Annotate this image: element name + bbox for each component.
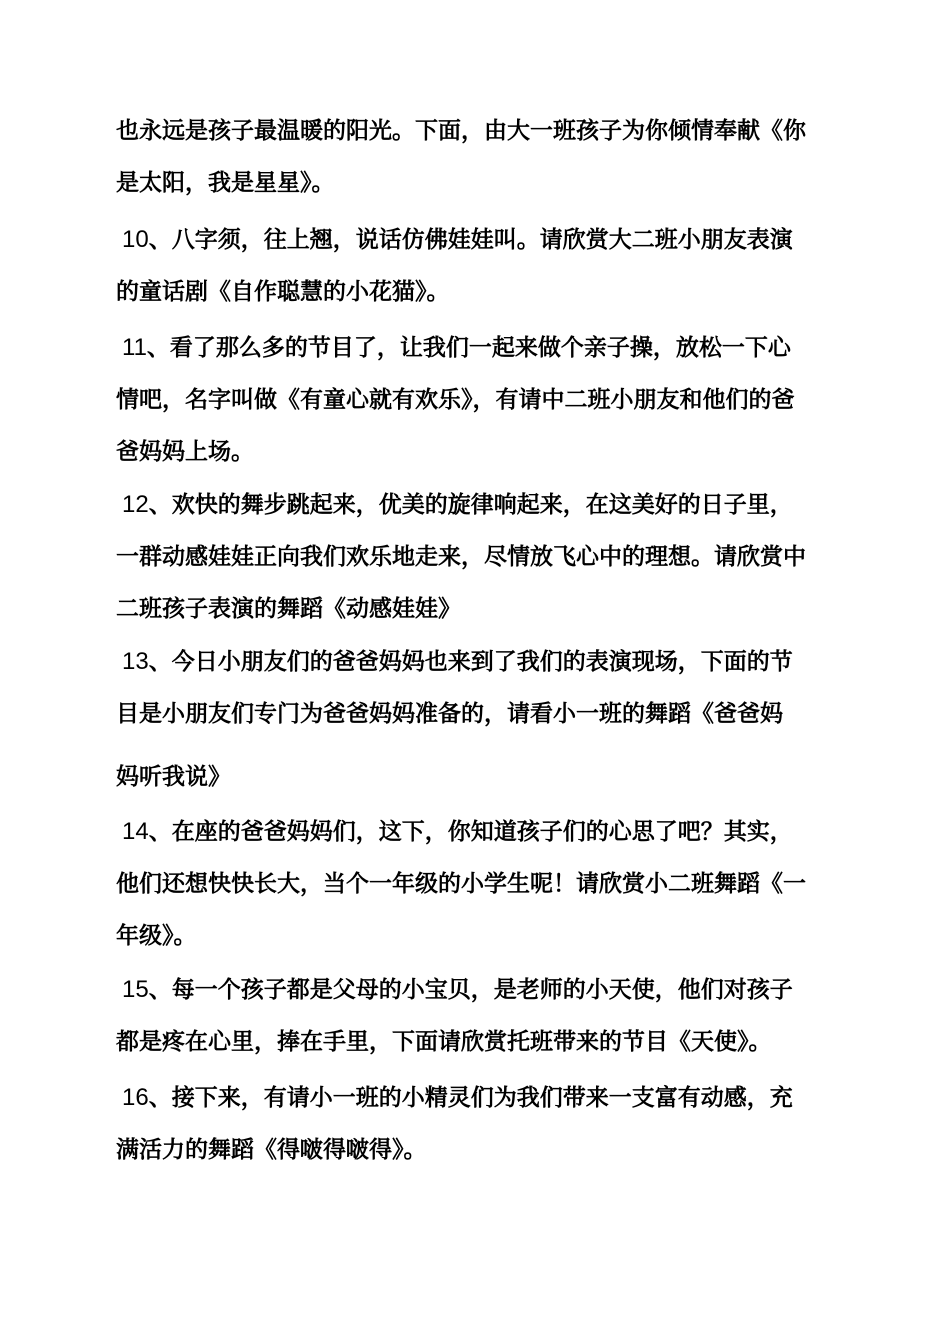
text-line: 情吧，名字叫做《有童心就有欢乐》，有请中二班小朋友和他们的爸 xyxy=(116,387,795,413)
text-line: 都是疼在心里，捧在手里，下面请欣赏托班带来的节目《天使》。 xyxy=(116,1029,772,1055)
text-line: 12、欢快的舞步跳起来，优美的旋律响起来，在这美好的日子里， xyxy=(122,491,793,518)
paragraph-9-continued xyxy=(116,105,838,209)
item-number: 14 xyxy=(122,818,149,845)
text-line: 16、接下来，有请小一班的小精灵们为我们带来一支富有动感，充 xyxy=(122,1084,793,1111)
text-line: 是太阳，我是星星》。 xyxy=(116,170,335,196)
item-number: 12 xyxy=(122,491,149,518)
paragraph-16 xyxy=(116,1072,838,1176)
text-line: 妈听我说》 xyxy=(116,764,231,790)
item-number: 10 xyxy=(122,226,149,253)
text-line: 目是小朋友们专门为爸爸妈妈准备的，请看小一班的舞蹈《爸爸妈 xyxy=(116,701,783,727)
text-line: 的童话剧《自作聪慧的小花猫》。 xyxy=(116,279,450,305)
text-line: 13、今日小朋友们的爸爸妈妈也来到了我们的表演现场，下面的节 xyxy=(122,648,793,675)
paragraph-12 xyxy=(116,479,838,635)
text-line: 他们还想快快长大，当个一年级的小学生呢！请欣赏小二班舞蹈《一 xyxy=(116,871,806,897)
paragraph-13 xyxy=(116,636,838,803)
text-line: 也永远是孩子最温暖的阳光。下面，由大一班孩子为你倾情奉献《你 xyxy=(116,118,806,144)
text-line: 二班孩子表演的舞蹈《动感娃娃》 xyxy=(116,596,461,622)
item-number: 11 xyxy=(122,334,147,361)
text-line: 15、每一个孩子都是父母的小宝贝，是老师的小天使，他们对孩子 xyxy=(122,976,793,1003)
text-line: 10、八字须，往上翘，说话仿佛娃娃叫。请欣赏大二班小朋友表演 xyxy=(122,226,793,253)
paragraph-10 xyxy=(116,214,838,318)
paragraph-11 xyxy=(116,322,838,478)
text-line: 年级》。 xyxy=(116,923,197,949)
item-number: 16 xyxy=(122,1084,149,1111)
text-line: 一群动感娃娃正向我们欢乐地走来，尽情放飞心中的理想。请欣赏中 xyxy=(116,544,806,570)
item-number: 13 xyxy=(122,648,149,675)
text-line: 11、看了那么多的节目了，让我们一起来做个亲子操，放松一下心 xyxy=(122,334,791,361)
text-line: 爸妈妈上场。 xyxy=(116,439,254,465)
paragraph-14 xyxy=(116,806,838,962)
text-line: 14、在座的爸爸妈妈们，这下，你知道孩子们的心思了吧？其实， xyxy=(122,818,793,845)
text-line: 满活力的舞蹈《得啵得啵得》。 xyxy=(116,1137,427,1163)
paragraph-15 xyxy=(116,964,838,1068)
item-number: 15 xyxy=(122,976,149,1003)
